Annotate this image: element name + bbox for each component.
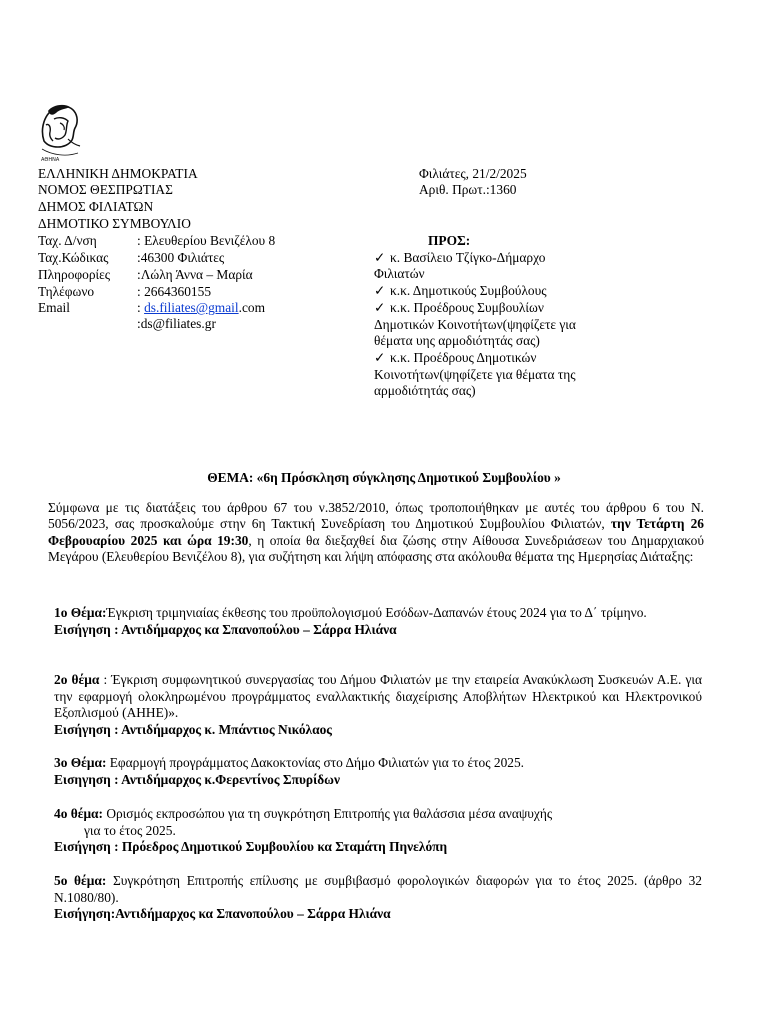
agenda-item-label: 2ο θέμα [54, 672, 100, 687]
agenda-item-rapporteur: Εισήγηση:Αντιδήμαρχος κα Σπανοπούλου – Σάρρα Ηλιάνα [54, 906, 391, 922]
recipient-1: ✓ κ. Βασίλειο Τζίγκο-Δήμαρχο [374, 250, 546, 265]
subject-heading: ΘΕΜΑ: «6η Πρόσκληση σύγκλησης Δημοτικού Συμβουλίου » [207, 470, 561, 485]
municipality-heading: ΔΗΜΟΣ ΦΙΛΙΑΤΩΝ [38, 199, 154, 214]
contact-email-row [38, 300, 265, 317]
info-value: :Λώλη Άννα – Μαρία [137, 267, 253, 282]
recipient-4: ✓ κ.κ. Προέδρους Δημοτικών [374, 350, 537, 365]
council-heading: ΔΗΜΟΤΙΚΟ ΣΥΜΒΟΥΛΙΟ [38, 216, 191, 231]
athena-logo-icon [38, 103, 82, 163]
agenda-item-text: 4ο θέμα: Ορισμός εκπροσώπου για τη συγκρότηση Επιτροπής για θαλάσσια μέσα αναψυχής [54, 806, 553, 821]
email-link[interactable]: ds.filiates@gmail [144, 300, 239, 315]
info-label: Πληροφορίες [38, 267, 111, 282]
check-icon: ✓ [374, 300, 386, 315]
agenda-item-rapporteur: Εισηγηση : Αντιδήμαρχος κ.Φερεντίνος Σπυρίδων [54, 771, 340, 787]
contact-info-row [38, 267, 253, 284]
recipient-2: ✓ κ.κ. Δημοτικούς Συμβούλους [374, 283, 547, 298]
contact-phone-row [38, 284, 211, 301]
prefecture-heading: ΝΟΜΟΣ ΘΕΣΠΡΩΤΙΑΣ [38, 182, 173, 197]
check-icon: ✓ [374, 350, 386, 365]
agenda-item-2 [54, 672, 702, 738]
protocol-number: Αριθ. Πρωτ.:1360 [419, 182, 517, 197]
agenda-item-text: 1ο Θέμα:Έγκριση τριμηνιαίας έκθεσης του προϋπολογισμού Εσόδων-Δαπανών έτους 2024 για το Δ΄ τρίμηνο. [54, 605, 647, 620]
check-icon: ✓ [374, 250, 386, 265]
email-prefix: : [137, 300, 145, 315]
place-date: Φιλιάτες, 21/2/2025 [419, 166, 527, 181]
agenda-item-text-cont: για το έτος 2025. [84, 822, 176, 838]
recipient-3: ✓ κ.κ. Προέδρους Συμβουλίων [374, 300, 544, 315]
contact-postal-row [38, 250, 224, 267]
address-value: : Ελευθερίου Βενιζέλου 8 [137, 233, 276, 248]
agenda-item-label: 5ο θέμα: [54, 873, 107, 888]
agenda-item-rapporteur: Εισήγηση : Αντιδήμαρχος κα Σπανοπούλου – Σάρρα Ηλιάνα [54, 621, 397, 637]
agenda-item-4 [54, 806, 702, 856]
email-suffix: .com [238, 300, 266, 315]
agenda-item-3 [54, 755, 702, 788]
agenda-item-rapporteur: Εισήγηση : Αντιδήμαρχος κ. Μπάντιος Νικόλαος [54, 721, 332, 737]
email-label: Email [38, 300, 70, 315]
recipient-3-cont2: θέματα υης αρμοδιότητάς σας) [374, 333, 540, 348]
phone-label: Τηλέφωνο [38, 284, 95, 299]
agenda-item-rapporteur: Εισήγηση : Πρόεδρος Δημοτικού Συμβουλίου κα Σταμάτη Πηνελόπη [54, 839, 448, 855]
phone-value: : 2664360155 [137, 284, 212, 299]
agenda-item-text: 5ο θέμα: Συγκρότηση Επιτροπής επίλυσης με συμβιβασμό φορολογικών διαφορών για το έτος 2025. (άρθρο 32 Ν.1080/80). [54, 873, 702, 905]
postal-value: :46300 Φιλιάτες [137, 250, 225, 265]
recipients-title: ΠΡΟΣ: [428, 233, 471, 248]
agenda-item-text: 2ο θέμα : Έγκριση συμφωνητικού συνεργασίας του Δήμου Φιλιατών με την εταιρεία Ανακύκλωση Συσκευών Α.Ε. για την εφαρμογή ολοκληρωμένου προγράμματος εναλλακτικής διαχείρισης Αποβλήτων Ηλεκτρικού και Ηλεκτρονικού Εξοπλισμού (ΑΗΗΕ)». [54, 672, 702, 721]
recipient-4-cont: Κοινοτήτων(ψηφίζετε για θέματα της [374, 367, 576, 382]
recipient-3-cont: Δημοτικών Κοινοτήτων(ψηφίζετε για [374, 317, 576, 332]
agenda-item-label: 4ο θέμα: [54, 806, 103, 821]
meeting-datetime: την Τετάρτη 26 Φεβρουαρίου 2025 και ώρα 19:30 [48, 516, 704, 548]
email-second: :ds@filiates.gr [137, 316, 216, 331]
agenda-item-text: 3ο Θέμα: Εφαρμογή προγράμματος Δακοκτονίας στο Δήμο Φιλιατών για το έτος 2025. [54, 755, 524, 770]
address-label: Ταχ. Δ/νση [38, 233, 97, 248]
republic-heading: ΕΛΛΗΝΙΚΗ ΔΗΜΟΚΡΑΤΙΑ [38, 166, 198, 181]
agenda-item-1 [54, 605, 702, 638]
agenda-item-5 [54, 873, 702, 923]
agenda-item-label: 1ο Θέμα: [54, 605, 107, 620]
svg-text:ΑΘΗΝΑ: ΑΘΗΝΑ [41, 157, 60, 163]
postal-label: Ταχ.Κώδικας [38, 250, 109, 265]
recipient-1-cont: Φιλιατών [374, 266, 425, 281]
email-value [137, 300, 265, 317]
intro-paragraph: Σύμφωνα με τις διατάξεις του άρθρου 67 του ν.3852/2010, όπως τροποποιήθηκαν με αυτές του άρθρου 6 του Ν. 5056/2023, σας προσκαλούμε στην 6η Τακτική Συνεδρίαση του Δημοτικού Συμβουλίου Φιλιατών, την Τετάρτη 26 Φεβρουαρίου 2025 και ώρα 19:30, η οποία θα διεξαχθεί δια ζώσης στην Αίθουσα Συνεδριάσεων του Δημαρχιακού Μεγάρου (Ελευθερίου Βενιζέλου 8), για συζήτηση και λήψη απόφασης στα ακόλουθα θέματα της Ημερησίας Διάταξης: [48, 500, 704, 565]
contact-address-row [38, 233, 275, 250]
recipient-4-cont2: αρμοδιότητάς σας) [374, 383, 476, 398]
check-icon: ✓ [374, 283, 386, 298]
agenda-item-label: 3ο Θέμα: [54, 755, 107, 770]
